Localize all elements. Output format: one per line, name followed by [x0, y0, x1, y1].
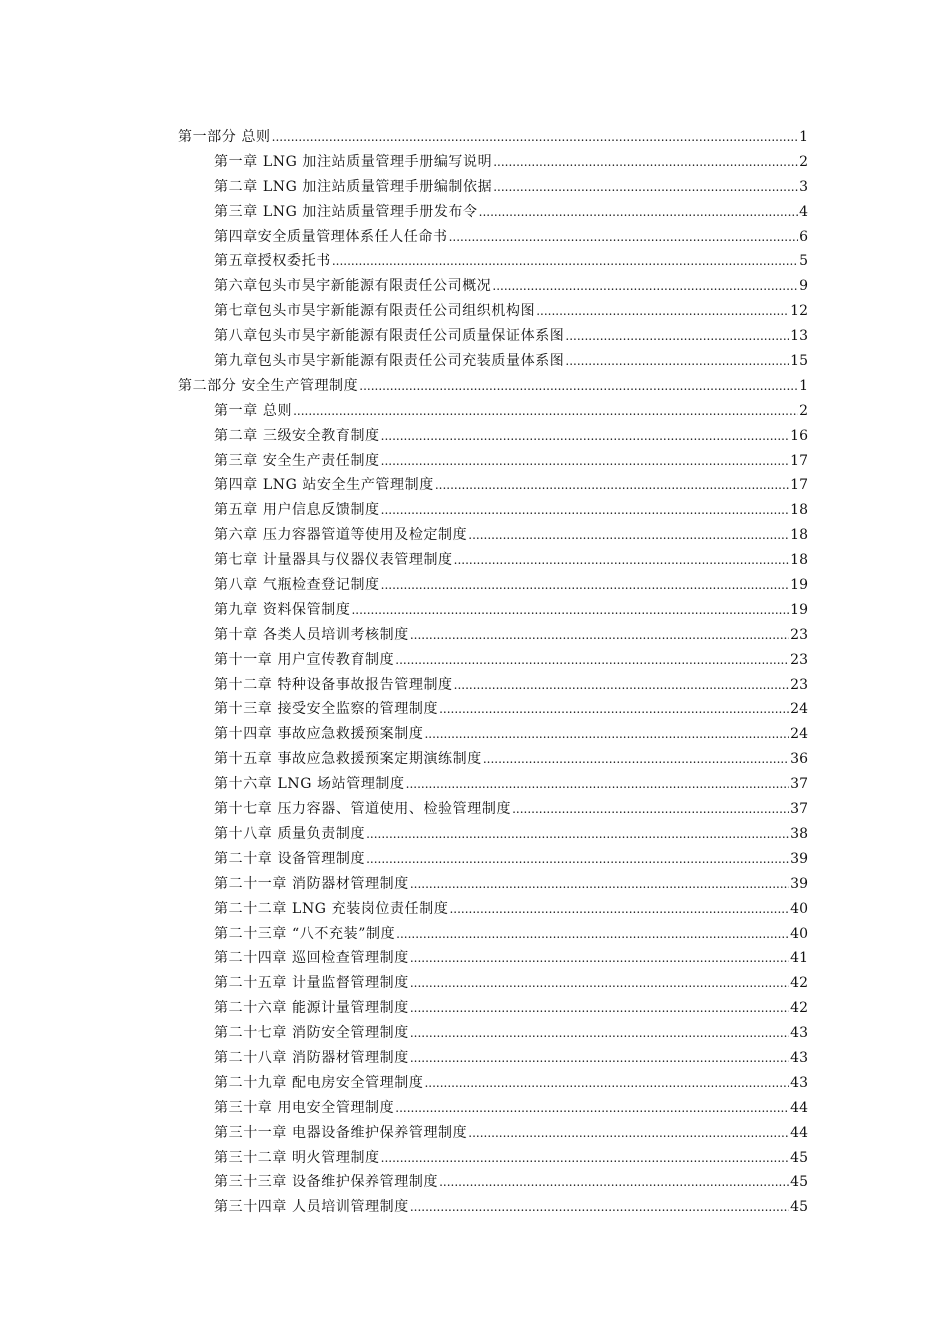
toc-entry-page-number: 39 [790, 875, 808, 892]
toc-entry-page-number: 45 [790, 1149, 808, 1166]
toc-entry-title: 第三十三章 设备维护保养管理制度 [214, 1174, 439, 1191]
dot-leader [272, 125, 798, 150]
toc-entry-page-number: 23 [790, 651, 808, 668]
toc-chapter-entry[interactable] [178, 772, 808, 797]
toc-entry-page-number: 43 [790, 1049, 808, 1066]
dot-leader [396, 922, 789, 947]
toc-entry-title: 第三十章 用电安全管理制度 [214, 1099, 395, 1116]
toc-part-entry[interactable] [178, 125, 808, 150]
toc-entry-title: 第二十一章 消防器材管理制度 [214, 875, 409, 892]
toc-entry-title: 第十章 各类人员培训考核制度 [214, 626, 409, 643]
toc-chapter-entry[interactable] [178, 623, 808, 648]
table-of-contents [178, 125, 808, 1220]
toc-entry-page-number: 44 [790, 1124, 808, 1141]
toc-entry-title: 第二十八章 消防器材管理制度 [214, 1049, 409, 1066]
toc-entry-title: 第四章安全质量管理体系任人任命书 [214, 228, 448, 245]
dot-leader [366, 847, 789, 872]
dot-leader [492, 274, 798, 299]
toc-chapter-entry[interactable] [178, 249, 808, 274]
toc-chapter-entry[interactable] [178, 274, 808, 299]
toc-entry-title: 第八章 气瓶检查登记制度 [214, 577, 380, 594]
toc-entry-page-number: 23 [790, 626, 808, 643]
dot-leader [381, 449, 790, 474]
dot-leader [410, 1195, 789, 1220]
toc-entry-page-number: 5 [799, 253, 808, 270]
toc-entry-page-number: 9 [799, 278, 808, 295]
dot-leader [410, 996, 789, 1021]
toc-entry-title: 第七章包头市昊宇新能源有限责任公司组织机构图 [214, 303, 536, 320]
toc-chapter-entry[interactable] [178, 424, 808, 449]
dot-leader [479, 200, 798, 225]
toc-entry-title: 第四章 LNG 站安全生产管理制度 [214, 477, 434, 494]
toc-entry-page-number: 39 [790, 850, 808, 867]
dot-leader [565, 324, 789, 349]
toc-entry-page-number: 4 [799, 203, 808, 220]
dot-leader [483, 747, 789, 772]
toc-chapter-entry[interactable] [178, 225, 808, 250]
toc-chapter-entry[interactable] [178, 971, 808, 996]
toc-entry-page-number: 6 [799, 228, 808, 245]
dot-leader [395, 1096, 789, 1121]
toc-chapter-entry[interactable] [178, 648, 808, 673]
toc-chapter-entry[interactable] [178, 1146, 808, 1171]
toc-entry-page-number: 18 [790, 527, 808, 544]
dot-leader [454, 548, 790, 573]
toc-chapter-entry[interactable] [178, 449, 808, 474]
toc-chapter-entry[interactable] [178, 996, 808, 1021]
dot-leader [424, 1071, 789, 1096]
toc-chapter-entry[interactable] [178, 1195, 808, 1220]
toc-entry-title: 第二十三章 “八不充装”制度 [214, 925, 396, 942]
toc-chapter-entry[interactable] [178, 1096, 808, 1121]
dot-leader [406, 772, 790, 797]
dot-leader [381, 573, 790, 598]
toc-entry-title: 第三章 LNG 加注站质量管理手册发布令 [214, 203, 478, 220]
toc-chapter-entry[interactable] [178, 1021, 808, 1046]
dot-leader [493, 175, 798, 200]
toc-entry-title: 第二十章 设备管理制度 [214, 850, 366, 867]
toc-entry-page-number: 45 [790, 1199, 808, 1216]
dot-leader [410, 971, 789, 996]
toc-entry-title: 第二十五章 计量监督管理制度 [214, 975, 409, 992]
dot-leader [468, 1121, 789, 1146]
toc-entry-title: 第六章包头市昊宇新能源有限责任公司概况 [214, 278, 492, 295]
toc-entry-page-number: 40 [790, 925, 808, 942]
toc-entry-page-number: 43 [790, 1074, 808, 1091]
toc-entry-title: 第三十四章 人员培训管理制度 [214, 1199, 409, 1216]
dot-leader [381, 424, 790, 449]
dot-leader [381, 498, 790, 523]
dot-leader [439, 1170, 789, 1195]
toc-entry-title: 第二章 三级安全教育制度 [214, 427, 380, 444]
toc-entry-page-number: 37 [790, 801, 808, 818]
dot-leader [410, 872, 789, 897]
toc-chapter-entry[interactable] [178, 175, 808, 200]
toc-entry-page-number: 43 [790, 1025, 808, 1042]
toc-entry-page-number: 16 [790, 427, 808, 444]
toc-entry-title: 第二十九章 配电房安全管理制度 [214, 1074, 424, 1091]
toc-entry-title: 第十六章 LNG 场站管理制度 [214, 776, 405, 793]
dot-leader [359, 374, 798, 399]
dot-leader [512, 797, 789, 822]
toc-chapter-entry[interactable] [178, 747, 808, 772]
dot-leader [366, 822, 789, 847]
dot-leader [293, 399, 798, 424]
toc-entry-title: 第二十七章 消防安全管理制度 [214, 1025, 409, 1042]
toc-entry-title: 第十二章 特种设备事故报告管理制度 [214, 676, 453, 693]
toc-entry-title: 第十三章 接受安全监察的管理制度 [214, 701, 439, 718]
toc-entry-title: 第九章包头市昊宇新能源有限责任公司充装质量体系图 [214, 353, 565, 370]
toc-entry-page-number: 37 [790, 776, 808, 793]
toc-entry-page-number: 18 [790, 502, 808, 519]
toc-chapter-entry[interactable] [178, 498, 808, 523]
toc-chapter-entry[interactable] [178, 150, 808, 175]
dot-leader [410, 1021, 789, 1046]
dot-leader [439, 697, 789, 722]
toc-entry-title: 第三章 安全生产责任制度 [214, 452, 380, 469]
toc-entry-page-number: 18 [790, 552, 808, 569]
toc-entry-page-number: 19 [790, 577, 808, 594]
toc-entry-page-number: 36 [790, 751, 808, 768]
toc-entry-page-number: 12 [790, 303, 808, 320]
dot-leader [449, 225, 798, 250]
toc-entry-title: 第八章包头市昊宇新能源有限责任公司质量保证体系图 [214, 328, 565, 345]
dot-leader [565, 349, 789, 374]
toc-entry-title: 第一章 总则 [214, 402, 293, 419]
toc-chapter-entry[interactable] [178, 548, 808, 573]
toc-entry-page-number: 17 [790, 477, 808, 494]
toc-entry-title: 第二十四章 巡回检查管理制度 [214, 950, 409, 967]
toc-chapter-entry[interactable] [178, 1121, 808, 1146]
toc-chapter-entry[interactable] [178, 797, 808, 822]
toc-entry-page-number: 40 [790, 900, 808, 917]
toc-chapter-entry[interactable] [178, 847, 808, 872]
dot-leader [410, 623, 789, 648]
toc-chapter-entry[interactable] [178, 673, 808, 698]
toc-chapter-entry[interactable] [178, 1046, 808, 1071]
toc-chapter-entry[interactable] [178, 697, 808, 722]
toc-chapter-entry[interactable] [178, 1170, 808, 1195]
toc-entry-page-number: 3 [799, 178, 808, 195]
toc-chapter-entry[interactable] [178, 872, 808, 897]
toc-entry-page-number: 42 [790, 1000, 808, 1017]
toc-entry-title: 第二十二章 LNG 充装岗位责任制度 [214, 900, 449, 917]
toc-entry-title: 第五章授权委托书 [214, 253, 331, 270]
dot-leader [449, 897, 789, 922]
toc-entry-title: 第二部分 安全生产管理制度 [178, 377, 359, 394]
toc-entry-title: 第十五章 事故应急救援预案定期演练制度 [214, 751, 482, 768]
toc-entry-page-number: 44 [790, 1099, 808, 1116]
toc-entry-page-number: 41 [790, 950, 808, 967]
dot-leader [410, 946, 789, 971]
toc-entry-page-number: 15 [790, 353, 808, 370]
toc-entry-page-number: 1 [799, 129, 808, 145]
toc-entry-title: 第十一章 用户宣传教育制度 [214, 651, 395, 668]
toc-entry-title: 第七章 计量器具与仪器仪表管理制度 [214, 552, 453, 569]
toc-entry-page-number: 2 [799, 402, 808, 419]
toc-entry-title: 第二十六章 能源计量管理制度 [214, 1000, 409, 1017]
toc-chapter-entry[interactable] [178, 200, 808, 225]
toc-entry-page-number: 38 [790, 825, 808, 842]
toc-chapter-entry[interactable] [178, 897, 808, 922]
toc-entry-title: 第一章 LNG 加注站质量管理手册编写说明 [214, 153, 493, 170]
dot-leader [493, 150, 798, 175]
toc-entry-title: 第五章 用户信息反馈制度 [214, 502, 380, 519]
toc-entry-title: 第九章 资料保管制度 [214, 601, 351, 618]
dot-leader [468, 523, 789, 548]
dot-leader [536, 299, 789, 324]
toc-chapter-entry[interactable] [178, 946, 808, 971]
toc-chapter-entry[interactable] [178, 523, 808, 548]
toc-part-entry[interactable] [178, 374, 808, 399]
toc-entry-title: 第三十一章 电器设备维护保养管理制度 [214, 1124, 468, 1141]
toc-entry-title: 第十四章 事故应急救援预案制度 [214, 726, 424, 743]
toc-chapter-entry[interactable] [178, 573, 808, 598]
toc-entry-title: 第十七章 压力容器、管道使用、检验管理制度 [214, 801, 512, 818]
toc-entry-page-number: 1 [799, 377, 808, 394]
toc-chapter-entry[interactable] [178, 922, 808, 947]
toc-entry-page-number: 13 [790, 328, 808, 345]
dot-leader [435, 473, 789, 498]
toc-entry-page-number: 17 [790, 452, 808, 469]
dot-leader [381, 1146, 790, 1171]
toc-entry-title: 第十八章 质量负责制度 [214, 825, 366, 842]
toc-entry-title: 第二章 LNG 加注站质量管理手册编制依据 [214, 178, 493, 195]
toc-chapter-entry[interactable] [178, 473, 808, 498]
dot-leader [424, 722, 789, 747]
dot-leader [395, 648, 789, 673]
toc-chapter-entry[interactable] [178, 598, 808, 623]
dot-leader [351, 598, 789, 623]
toc-chapter-entry[interactable] [178, 324, 808, 349]
dot-leader [410, 1046, 789, 1071]
toc-entry-page-number: 45 [790, 1174, 808, 1191]
toc-entry-page-number: 42 [790, 975, 808, 992]
toc-chapter-entry[interactable] [178, 299, 808, 324]
toc-chapter-entry[interactable] [178, 399, 808, 424]
toc-entry-page-number: 2 [799, 153, 808, 170]
toc-entry-page-number: 23 [790, 676, 808, 693]
toc-chapter-entry[interactable] [178, 822, 808, 847]
dot-leader [454, 673, 790, 698]
toc-chapter-entry[interactable] [178, 1071, 808, 1096]
toc-entry-page-number: 24 [790, 726, 808, 743]
toc-entry-page-number: 24 [790, 701, 808, 718]
toc-entry-title: 第一部分 总则 [178, 129, 271, 145]
toc-chapter-entry[interactable] [178, 349, 808, 374]
toc-chapter-entry[interactable] [178, 722, 808, 747]
toc-entry-title: 第六章 压力容器管道等使用及检定制度 [214, 527, 468, 544]
dot-leader [332, 249, 798, 274]
toc-entry-title: 第三十二章 明火管理制度 [214, 1149, 380, 1166]
toc-entry-page-number: 19 [790, 601, 808, 618]
